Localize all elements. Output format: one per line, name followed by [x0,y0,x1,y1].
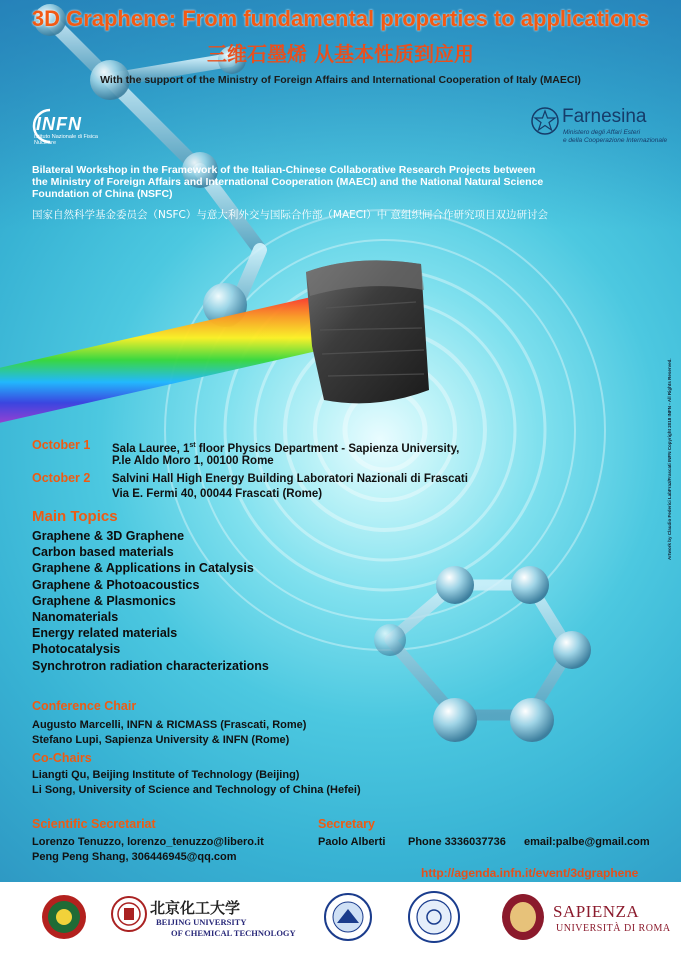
conference-chair-heading: Conference Chair [32,699,137,713]
topic-item: Carbon based materials [32,545,174,560]
beijing-chem-name-chinese: 北京化工大学 [150,899,241,917]
infn-logo-text: INFN [36,114,82,134]
chair-person-2: Stefano Lupi, Sapienza University & INFN (Rome) [32,734,290,746]
university-seal-4-icon [407,890,461,944]
beijing-chem-seal-icon [110,895,148,933]
beijing-chem-name-line1: BEIJING UNIVERSITY [156,917,247,927]
topic-item: Graphene & Photoacoustics [32,577,200,592]
co-chair-person-1: Liangti Qu, Beijing Institute of Technology (Beijing) [32,769,300,781]
workshop-description-line1: Bilateral Workshop in the Framework of the Italian-Chinese Collaborative Research Projects between [32,164,536,176]
university-seal-3-icon [323,892,373,942]
workshop-description-line2: the Ministry of Foreign Affairs and International Cooperation (MAECI) and the National Natural Science [32,176,544,188]
farnesina-subtitle-2: e della Cooperazione Internazionale [563,137,668,144]
poster-title-chinese: 三维石墨烯 从基本性质到应用 [207,42,474,66]
schedule-venue-1-line2: P.le Aldo Moro 1, 00100 Rome [112,455,274,467]
sapienza-name: SAPIENZA [553,902,640,921]
venue-1-text-a: Sala Lauree, 1 [112,442,190,455]
workshop-description-chinese: 国家自然科学基金委员会（NSFC）与意大利外交与国际合作部（MAECI）中 意组织间合作研究项目双边研讨会 [32,209,549,221]
secretary-phone: Phone 3336037736 [408,836,506,848]
co-chair-person-2: Li Song, University of Science and Technology of China (Hefei) [32,784,361,796]
topic-item: Photocatalysis [32,642,121,657]
beijing-chem-name-line2: OF CHEMICAL TECHNOLOGY [171,928,296,938]
support-line: With the support of the Ministry of Foreign Affairs and International Cooperation of Italy (MAECI) [100,74,581,86]
schedule-date-2: October 2 [32,471,91,485]
topic-item: Graphene & Plasmonics [32,593,176,608]
schedule-venue-2-line1: Salvini Hall High Energy Building Laboratori Nazionali di Frascati [112,473,468,485]
venue-1-superscript: st [189,442,196,449]
italian-emblem-icon [530,106,560,136]
main-topics-heading: Main Topics [32,508,118,525]
chair-person-1: Augusto Marcelli, INFN & RICMASS (Frascati, Rome) [32,719,307,731]
secretary-email[interactable]: email:palbe@gmail.com [524,836,650,848]
infn-logo-subtitle: Istituto Nazionale di Fisica Nucleare [34,134,98,146]
secretary-heading: Secretary [318,817,375,831]
artwork-credit-text: Artwork by Claudio Federici LabFraz/Frascati INFN Copyright 2018 INFN - All Rights Reserved. [667,358,672,560]
secretariat-person-2: Peng Peng Shang, 306446945@qq.com [32,851,237,863]
event-url-link[interactable]: http://agenda.infn.it/event/3dgraphene [421,866,639,880]
workshop-description-line3: Foundation of China (NSFC) [32,188,173,200]
topic-item: Graphene & Applications in Catalysis [32,561,254,576]
topic-item: Energy related materials [32,626,178,641]
sapienza-seal-icon [500,892,546,942]
university-seal-1-icon [40,893,88,941]
topic-item: Nanomaterials [32,610,119,625]
secretariat-person-1: Lorenzo Tenuzzo, lorenzo_tenuzzo@libero.it [32,836,264,848]
topics-list [32,528,269,674]
co-chairs-heading: Co-Chairs [32,751,92,765]
poster-title: 3D Graphene: From fundamental properties to applications [31,6,650,31]
farnesina-subtitle-1: Ministero degli Affari Esteri [563,129,641,136]
farnesina-logo-text: Farnesina [562,106,647,127]
secretary-name: Paolo Alberti [318,836,386,848]
graphene-block-image [296,250,436,420]
topic-item: Graphene & 3D Graphene [32,529,185,543]
workshop-description [32,164,652,200]
venue-1-text-b: floor Physics Department - Sapienza University, [195,442,460,455]
topic-item: Synchrotron radiation characterizations [32,658,269,673]
schedule-date-1: October 1 [32,438,91,452]
sapienza-subtitle: UNIVERSITÀ DI ROMA [556,923,671,934]
schedule-venue-2-line2: Via E. Fermi 40, 00044 Frascati (Rome) [112,488,323,500]
scientific-secretariat-heading: Scientific Secretariat [32,817,156,831]
